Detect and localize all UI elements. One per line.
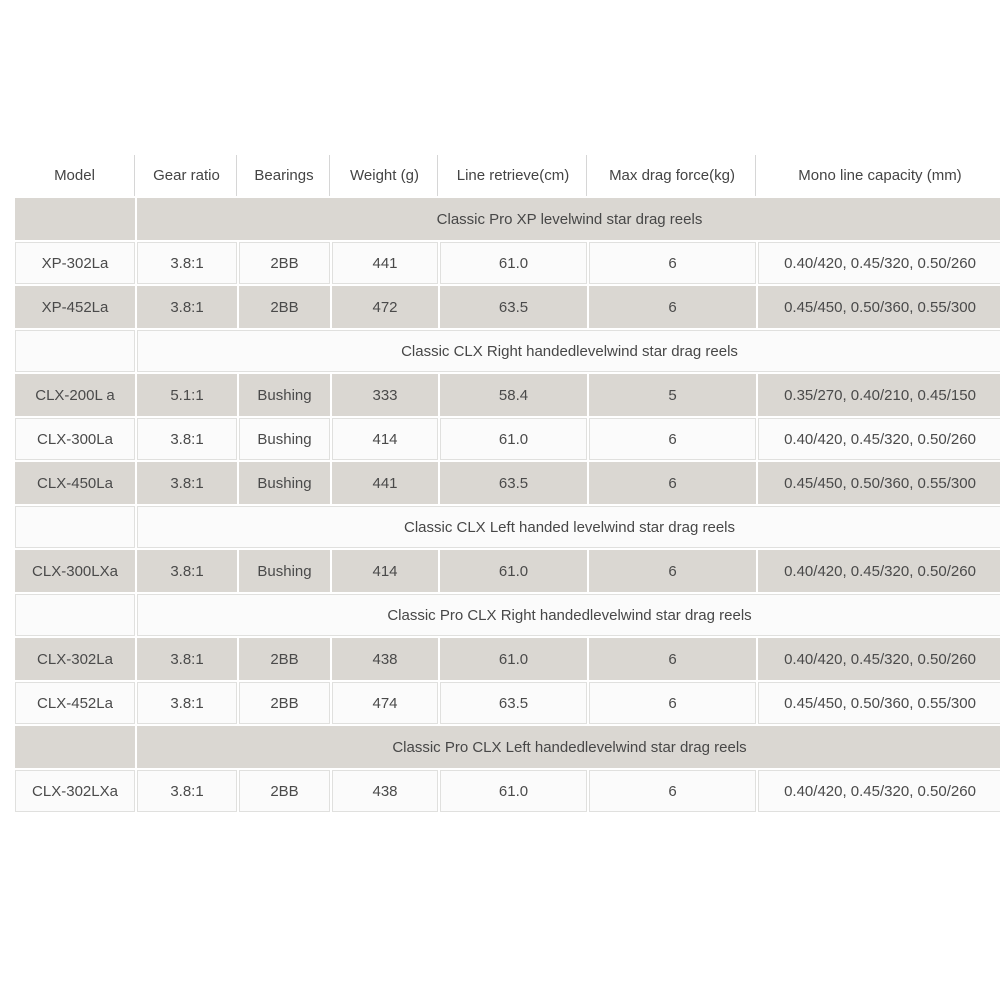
cell-weight: 333 bbox=[332, 374, 438, 416]
cell-model: XP-452La bbox=[15, 286, 135, 328]
cell-line-retrieve: 63.5 bbox=[440, 462, 587, 504]
column-header-bearings: Bearings bbox=[239, 155, 330, 196]
cell-bearings: Bushing bbox=[239, 462, 330, 504]
table-row bbox=[15, 374, 1000, 416]
cell-gear-ratio: 3.8:1 bbox=[137, 462, 237, 504]
section-row bbox=[15, 330, 1000, 372]
section-row bbox=[15, 726, 1000, 768]
section-title: Classic Pro XP levelwind star drag reels bbox=[137, 198, 1000, 240]
cell-max-drag-force: 6 bbox=[589, 638, 756, 680]
cell-bearings: Bushing bbox=[239, 374, 330, 416]
cell-max-drag-force: 6 bbox=[589, 418, 756, 460]
cell-model: XP-302La bbox=[15, 242, 135, 284]
section-title: Classic CLX Right handedlevelwind star drag reels bbox=[137, 330, 1000, 372]
cell-weight: 414 bbox=[332, 418, 438, 460]
cell-mono-line-capacity: 0.45/450, 0.50/360, 0.55/300 bbox=[758, 286, 1000, 328]
cell-line-retrieve: 63.5 bbox=[440, 286, 587, 328]
column-header-model: Model bbox=[15, 155, 135, 196]
cell-max-drag-force: 6 bbox=[589, 682, 756, 724]
section-row bbox=[15, 594, 1000, 636]
table-row bbox=[15, 242, 1000, 284]
section-title: Classic Pro CLX Left handedlevelwind star drag reels bbox=[137, 726, 1000, 768]
cell-model: CLX-302LXa bbox=[15, 770, 135, 812]
table-row bbox=[15, 418, 1000, 460]
section-title: Classic CLX Left handed levelwind star drag reels bbox=[137, 506, 1000, 548]
cell-bearings: Bushing bbox=[239, 550, 330, 592]
cell-max-drag-force: 6 bbox=[589, 550, 756, 592]
cell-model: CLX-452La bbox=[15, 682, 135, 724]
cell-weight: 472 bbox=[332, 286, 438, 328]
cell-line-retrieve: 61.0 bbox=[440, 638, 587, 680]
cell-weight: 438 bbox=[332, 770, 438, 812]
cell-mono-line-capacity: 0.35/270, 0.40/210, 0.45/150 bbox=[758, 374, 1000, 416]
cell-bearings: 2BB bbox=[239, 770, 330, 812]
header-row bbox=[15, 155, 1000, 196]
cell-model: CLX-300LXa bbox=[15, 550, 135, 592]
column-header-gear-ratio: Gear ratio bbox=[137, 155, 237, 196]
column-header-mono-line-capacity: Mono line capacity (mm) bbox=[758, 155, 1000, 196]
table-row bbox=[15, 682, 1000, 724]
cell-bearings: Bushing bbox=[239, 418, 330, 460]
cell-gear-ratio: 3.8:1 bbox=[137, 770, 237, 812]
section-title: Classic Pro CLX Right handedlevelwind star drag reels bbox=[137, 594, 1000, 636]
section-row bbox=[15, 198, 1000, 240]
section-empty-cell bbox=[15, 726, 135, 768]
cell-gear-ratio: 3.8:1 bbox=[137, 682, 237, 724]
cell-mono-line-capacity: 0.40/420, 0.45/320, 0.50/260 bbox=[758, 770, 1000, 812]
cell-weight: 441 bbox=[332, 242, 438, 284]
cell-weight: 414 bbox=[332, 550, 438, 592]
table-row bbox=[15, 770, 1000, 812]
cell-gear-ratio: 5.1:1 bbox=[137, 374, 237, 416]
cell-mono-line-capacity: 0.45/450, 0.50/360, 0.55/300 bbox=[758, 462, 1000, 504]
cell-line-retrieve: 63.5 bbox=[440, 682, 587, 724]
cell-mono-line-capacity: 0.40/420, 0.45/320, 0.50/260 bbox=[758, 638, 1000, 680]
cell-gear-ratio: 3.8:1 bbox=[137, 242, 237, 284]
cell-max-drag-force: 6 bbox=[589, 770, 756, 812]
cell-weight: 474 bbox=[332, 682, 438, 724]
cell-max-drag-force: 6 bbox=[589, 286, 756, 328]
column-header-weight: Weight (g) bbox=[332, 155, 438, 196]
cell-line-retrieve: 61.0 bbox=[440, 550, 587, 592]
cell-gear-ratio: 3.8:1 bbox=[137, 638, 237, 680]
cell-model: CLX-450La bbox=[15, 462, 135, 504]
cell-line-retrieve: 61.0 bbox=[440, 242, 587, 284]
cell-gear-ratio: 3.8:1 bbox=[137, 286, 237, 328]
cell-weight: 438 bbox=[332, 638, 438, 680]
cell-model: CLX-200L a bbox=[15, 374, 135, 416]
cell-weight: 441 bbox=[332, 462, 438, 504]
cell-model: CLX-302La bbox=[15, 638, 135, 680]
cell-line-retrieve: 61.0 bbox=[440, 418, 587, 460]
cell-bearings: 2BB bbox=[239, 638, 330, 680]
table-row bbox=[15, 638, 1000, 680]
cell-gear-ratio: 3.8:1 bbox=[137, 418, 237, 460]
section-row bbox=[15, 506, 1000, 548]
cell-line-retrieve: 58.4 bbox=[440, 374, 587, 416]
reel-spec-table bbox=[13, 153, 1000, 814]
cell-max-drag-force: 5 bbox=[589, 374, 756, 416]
cell-mono-line-capacity: 0.40/420, 0.45/320, 0.50/260 bbox=[758, 418, 1000, 460]
cell-mono-line-capacity: 0.40/420, 0.45/320, 0.50/260 bbox=[758, 242, 1000, 284]
cell-mono-line-capacity: 0.45/450, 0.50/360, 0.55/300 bbox=[758, 682, 1000, 724]
section-empty-cell bbox=[15, 506, 135, 548]
cell-gear-ratio: 3.8:1 bbox=[137, 550, 237, 592]
table-row bbox=[15, 286, 1000, 328]
section-empty-cell bbox=[15, 594, 135, 636]
cell-mono-line-capacity: 0.40/420, 0.45/320, 0.50/260 bbox=[758, 550, 1000, 592]
cell-bearings: 2BB bbox=[239, 286, 330, 328]
table-row bbox=[15, 550, 1000, 592]
section-empty-cell bbox=[15, 198, 135, 240]
column-header-max-drag-force: Max drag force(kg) bbox=[589, 155, 756, 196]
cell-max-drag-force: 6 bbox=[589, 242, 756, 284]
cell-bearings: 2BB bbox=[239, 682, 330, 724]
section-empty-cell bbox=[15, 330, 135, 372]
cell-bearings: 2BB bbox=[239, 242, 330, 284]
cell-line-retrieve: 61.0 bbox=[440, 770, 587, 812]
cell-model: CLX-300La bbox=[15, 418, 135, 460]
table-row bbox=[15, 462, 1000, 504]
cell-max-drag-force: 6 bbox=[589, 462, 756, 504]
column-header-line-retrieve: Line retrieve(cm) bbox=[440, 155, 587, 196]
